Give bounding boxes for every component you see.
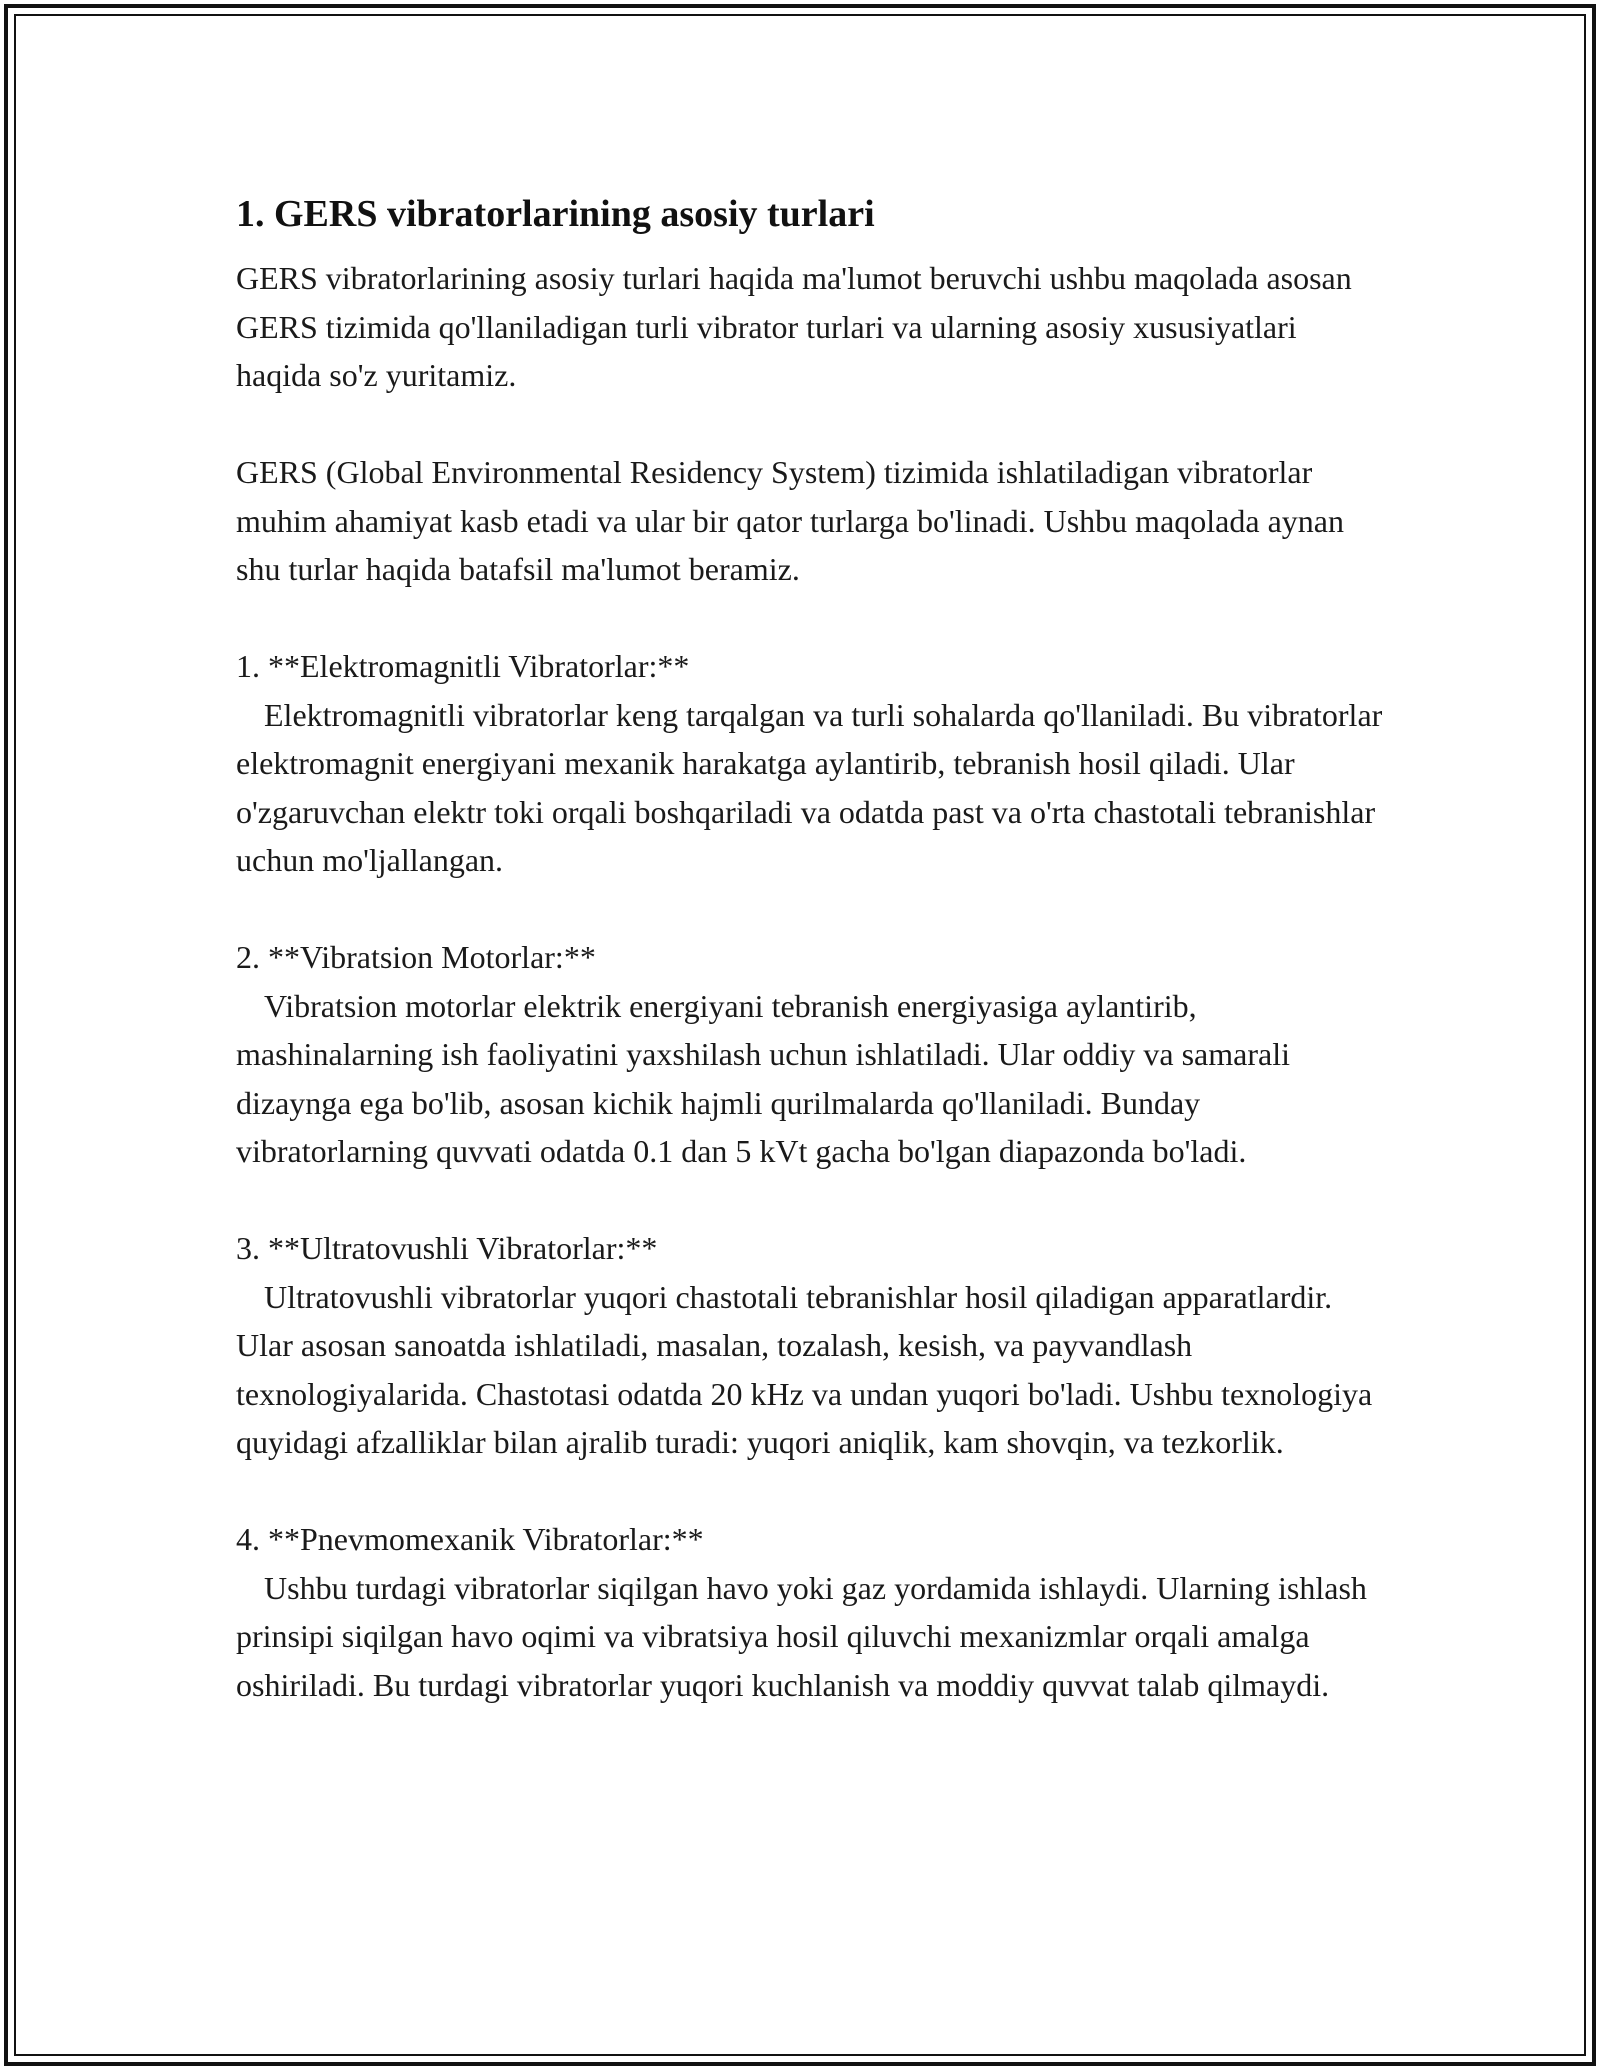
section-heading: 1. GERS vibratorlarining asosiy turlari xyxy=(236,193,875,235)
intro-paragraph-2: GERS (Global Environmental Residency System) tizimida ishlatiladigan vibratorlar muhim ahamiyat kasb etadi va ular bir qator turlarga bo'linadi. Ushbu maqolada aynan shu turlar haqida batafsil ma'lumot beramiz. xyxy=(236,454,1344,587)
list-item-electromagnetic xyxy=(236,642,1386,885)
list-item-title: 1. **Elektromagnitli Vibratorlar:** xyxy=(236,648,690,684)
list-item-title: 4. **Pnevmomexanik Vibratorlar:** xyxy=(236,1521,704,1557)
intro-paragraph-1: GERS vibratorlarining asosiy turlari haqida ma'lumot beruvchi ushbu maqolada asosan GERS tizimida qo'llaniladigan turli vibrator turlari va ularning asosiy xususiyatlari haqida so'z yuritamiz. xyxy=(236,260,1352,393)
list-item-body: Vibratsion motorlar elektrik energiyani tebranish energiyasiga aylantirib, mashinalarning ish faoliyatini yaxshilash uchun ishlatiladi. Ular oddiy va samarali dizaynga ega bo'lib, asosan kichik hajmli qurilmalarda qo'llaniladi. Bunday vibratorlarning quvvati odatda 0.1 dan 5 kVt gacha bo'lgan diapazonda bo'ladi. xyxy=(236,987,1290,1169)
list-item-ultrasonic xyxy=(236,1224,1386,1467)
list-item-title: 2. **Vibratsion Motorlar:** xyxy=(236,939,596,975)
list-item-pneumatic xyxy=(236,1515,1386,1709)
list-item-vibration-motors xyxy=(236,933,1386,1176)
list-item-body: Ushbu turdagi vibratorlar siqilgan havo yoki gaz yordamida ishlaydi. Ularning ishlash prinsipi siqilgan havo oqimi va vibratsiya hosil qiluvchi mexanizmlar orqali amalga oshiriladi. Bu turdagi vibratorlar yuqori kuchlanish va moddiy quvvat talab qilmaydi. xyxy=(236,1569,1367,1703)
list-item-body: Elektromagnitli vibratorlar keng tarqalgan va turli sohalarda qo'llaniladi. Bu vibratorlar elektromagnit energiyani mexanik harakatga aylantirib, tebranish hosil qiladi. Ular o'zgaruvchan elektr toki orqali boshqariladi va odatda past va o'rta chastotali tebranishlar uchun mo'ljallangan. xyxy=(236,696,1383,878)
list-item-body: Ultratovushli vibratorlar yuqori chastotali tebranishlar hosil qiladigan apparatlardir. Ular asosan sanoatda ishlatiladi, masalan, tozalash, kesish, va payvandlash texnologiyalarida. Chastotasi odatda 20 kHz va undan yuqori bo'ladi. Ushbu texnologiya quyidagi afzalliklar bilan ajralib turadi: yuqori aniqlik, kam shovqin, va tezkorlik. xyxy=(236,1278,1373,1460)
list-item-title: 3. **Ultratovushli Vibratorlar:** xyxy=(236,1230,658,1266)
document-body xyxy=(236,186,1386,1758)
